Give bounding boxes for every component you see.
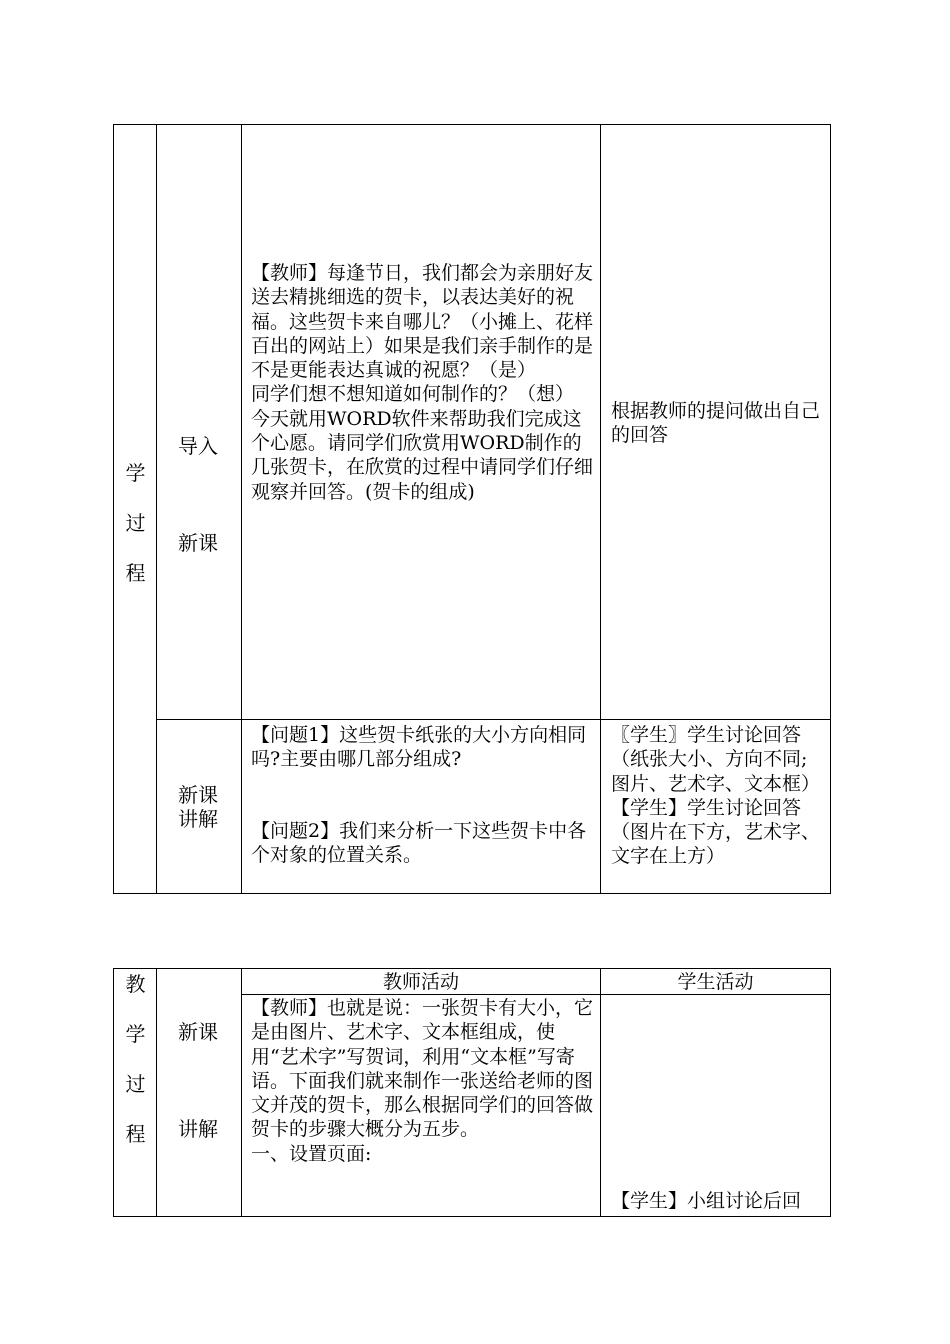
stage-label-line: 新课 bbox=[178, 1019, 218, 1044]
teacher-activity-text: 【教师】每逢节日，我们都会为亲朋好友送去精挑细选的贺卡，以表达美好的祝福。这些贺卡来自哪儿？（小摊上、花样百出的网站上）如果是我们亲手制作的是不是更能表达真诚的祝愿？（是） 同学们想不想知道如何制作的？（想） 今天就用WORD软件来帮助我们完成这个心愿。请同学们欣赏用WORD制作的几张贺卡，在欣赏的过程中请同学们仔细观察并回答。(贺卡的组成) bbox=[251, 262, 594, 503]
teacher-question-1: 【问题1】这些贺卡纸张的大小方向相同吗?主要由哪几部分组成? bbox=[251, 724, 587, 771]
header-teacher: 教师活动 bbox=[242, 969, 601, 994]
student-activity-text: 根据教师的提问做出自己的回答 bbox=[611, 400, 821, 447]
section-char: 学 bbox=[125, 461, 146, 485]
stage-label-cell bbox=[156, 125, 242, 719]
stage-label-line: 新课 bbox=[178, 531, 218, 556]
teacher-activity-cell bbox=[242, 125, 601, 719]
section-char: 过 bbox=[125, 511, 146, 535]
content-row bbox=[242, 995, 830, 1216]
section-char: 过 bbox=[125, 1072, 146, 1096]
stage-label: 新课 讲解 bbox=[178, 783, 218, 832]
stage-label-line: 讲解 bbox=[178, 1117, 218, 1142]
section-char: 程 bbox=[125, 561, 146, 585]
section-column bbox=[114, 125, 157, 893]
stage-label bbox=[178, 385, 241, 604]
student-activity-text: 〖学生〗学生讨论回答（纸张大小、方向不同;图片、艺术字、文本框） 【学生】学生讨论回答（图片在下方，艺术字、文字在上方） bbox=[611, 724, 821, 868]
section-label bbox=[114, 972, 157, 1172]
section-char: 教 bbox=[125, 972, 146, 996]
stage-label-line: 导入 bbox=[178, 433, 218, 458]
section-char: 学 bbox=[125, 1022, 146, 1046]
student-activity-text: 【学生】小组讨论后回 bbox=[611, 1190, 802, 1212]
header-row bbox=[242, 969, 830, 995]
intro-row bbox=[156, 125, 830, 719]
teacher-question-2: 【问题2】我们来分析一下这些贺卡中各个对象的位置关系。 bbox=[251, 820, 587, 867]
stage-label-cell bbox=[156, 969, 242, 1216]
stage-label bbox=[178, 971, 229, 1190]
student-activity-cell bbox=[601, 720, 830, 894]
stage-label-cell bbox=[156, 720, 242, 894]
lesson-table-2 bbox=[113, 968, 831, 1217]
student-activity-cell bbox=[601, 995, 830, 1216]
lesson-table-1 bbox=[113, 124, 831, 894]
header-student: 学生活动 bbox=[677, 971, 754, 993]
section-label bbox=[114, 461, 157, 611]
student-activity-cell bbox=[601, 125, 830, 719]
teacher-activity-cell bbox=[242, 995, 601, 1216]
lecture-row bbox=[156, 719, 830, 894]
section-column bbox=[114, 969, 157, 1216]
section-char: 程 bbox=[125, 1122, 146, 1146]
teacher-activity-text: 【教师】也就是说：一张贺卡有大小，它是由图片、艺术字、文本框组成，使用“艺术字”写贺词，利用“文本框”写寄语。下面我们就来制作一张送给老师的图文并茂的贺卡，那么根据同学们的回答做贺卡的步骤大概分为五步。 一、设置页面: bbox=[251, 997, 594, 1165]
teacher-activity-cell bbox=[242, 720, 601, 894]
